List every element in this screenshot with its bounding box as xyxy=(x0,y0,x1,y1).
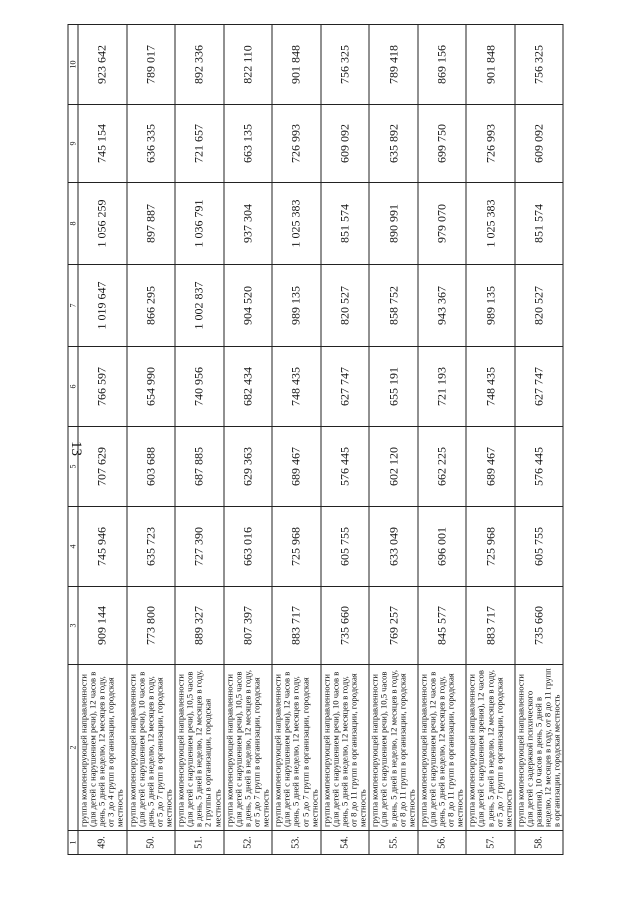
value-cell: 576 445 xyxy=(515,427,564,507)
value-cell: 635 723 xyxy=(127,507,176,587)
value-cell: 897 887 xyxy=(127,183,176,265)
table-row xyxy=(272,25,321,855)
table-row xyxy=(466,25,515,855)
value-cell: 687 885 xyxy=(175,427,224,507)
value-cell: 890 991 xyxy=(369,183,418,265)
value-cell: 789 017 xyxy=(127,25,176,105)
value-cell: 629 363 xyxy=(224,427,273,507)
table-body xyxy=(78,25,563,855)
value-cell: 725 968 xyxy=(272,507,321,587)
table-row xyxy=(321,25,370,855)
rotated-table-sheet xyxy=(68,25,573,855)
value-cell: 766 597 xyxy=(78,347,127,427)
column-header: 9 xyxy=(68,105,78,183)
row-description: группа компенсирующей направленности (для детей с нарушением речи), 10 часов в день, 5 дней в неделю, 12 месяцев в году, от 8 до 11 групп в организации, городская местность xyxy=(321,665,370,831)
value-cell: 869 156 xyxy=(418,25,467,105)
row-number: 53. xyxy=(272,831,321,855)
value-cell: 807 397 xyxy=(224,587,273,665)
value-cell: 923 642 xyxy=(78,25,127,105)
row-description: группа компенсирующей направленности (для детей с нарушением речи), 10,5 часов в день, 5 дней в неделю, 12 месяцев в году, от 5 до 7 групп в организации, городская местность xyxy=(224,665,273,831)
value-cell: 699 750 xyxy=(418,105,467,183)
value-cell: 901 848 xyxy=(466,25,515,105)
value-cell: 576 445 xyxy=(321,427,370,507)
value-cell: 609 092 xyxy=(321,105,370,183)
value-cell: 820 527 xyxy=(515,265,564,347)
value-cell: 845 577 xyxy=(418,587,467,665)
value-cell: 627 747 xyxy=(515,347,564,427)
value-cell: 883 717 xyxy=(466,587,515,665)
value-cell: 727 390 xyxy=(175,507,224,587)
table-row xyxy=(369,25,418,855)
value-cell: 1 025 383 xyxy=(466,183,515,265)
value-cell: 789 418 xyxy=(369,25,418,105)
column-header: 1 xyxy=(68,831,78,855)
value-cell: 883 717 xyxy=(272,587,321,665)
value-cell: 682 434 xyxy=(224,347,273,427)
column-header: 3 xyxy=(68,587,78,665)
table-row xyxy=(127,25,176,855)
row-description: группа компенсирующей направленности (для детей с задержкой психического развития), 10 часов в день, 5 дней в неделю, 12 месяцев в году, от 8 до 11 групп в организации, городская местность xyxy=(515,665,564,831)
column-header: 5 xyxy=(68,427,78,507)
value-cell: 745 154 xyxy=(78,105,127,183)
value-cell: 892 336 xyxy=(175,25,224,105)
column-header: 2 xyxy=(68,665,78,831)
value-cell: 726 993 xyxy=(466,105,515,183)
value-cell: 979 070 xyxy=(418,183,467,265)
value-cell: 989 135 xyxy=(466,265,515,347)
value-cell: 1 025 383 xyxy=(272,183,321,265)
value-cell: 707 629 xyxy=(78,427,127,507)
value-cell: 822 110 xyxy=(224,25,273,105)
value-cell: 909 144 xyxy=(78,587,127,665)
column-header: 7 xyxy=(68,265,78,347)
value-cell: 696 001 xyxy=(418,507,467,587)
value-cell: 633 049 xyxy=(369,507,418,587)
value-cell: 689 467 xyxy=(272,427,321,507)
value-cell: 740 956 xyxy=(175,347,224,427)
value-cell: 851 574 xyxy=(321,183,370,265)
column-header: 8 xyxy=(68,183,78,265)
value-cell: 904 520 xyxy=(224,265,273,347)
value-cell: 605 755 xyxy=(321,507,370,587)
column-header: 10 xyxy=(68,25,78,105)
value-cell: 721 193 xyxy=(418,347,467,427)
value-cell: 725 968 xyxy=(466,507,515,587)
page-number: 13 xyxy=(68,441,84,456)
value-cell: 726 993 xyxy=(272,105,321,183)
value-cell: 748 435 xyxy=(272,347,321,427)
value-cell: 773 800 xyxy=(127,587,176,665)
value-cell: 663 135 xyxy=(224,105,273,183)
row-number: 50. xyxy=(127,831,176,855)
value-cell: 756 325 xyxy=(515,25,564,105)
value-cell: 1 036 791 xyxy=(175,183,224,265)
row-description: группа компенсирующей направленности (для детей с нарушением речи), 10,5 часов в день, 5 дней в неделю, 12 месяцев в году, от 8 до 11 групп в организации, городская местность xyxy=(369,665,418,831)
row-number: 54. xyxy=(321,831,370,855)
column-header: 6 xyxy=(68,347,78,427)
value-cell: 858 752 xyxy=(369,265,418,347)
value-cell: 820 527 xyxy=(321,265,370,347)
table-row xyxy=(418,25,467,855)
row-number: 55. xyxy=(369,831,418,855)
value-cell: 943 367 xyxy=(418,265,467,347)
value-cell: 866 295 xyxy=(127,265,176,347)
header-row xyxy=(68,25,78,855)
row-description: группа компенсирующей направленности (для детей с нарушением речи), 10 часов в день, 5 дней в неделю, 12 месяцев в году, от 5 до 7 групп в организации, городская местность xyxy=(127,665,176,831)
row-number: 52. xyxy=(224,831,273,855)
row-number: 51. xyxy=(175,831,224,855)
value-cell: 1 002 837 xyxy=(175,265,224,347)
value-cell: 627 747 xyxy=(321,347,370,427)
value-cell: 636 335 xyxy=(127,105,176,183)
value-cell: 937 304 xyxy=(224,183,273,265)
column-header: 4 xyxy=(68,507,78,587)
value-cell: 735 660 xyxy=(515,587,564,665)
value-cell: 662 225 xyxy=(418,427,467,507)
table-row xyxy=(515,25,564,855)
row-number: 57. xyxy=(466,831,515,855)
value-cell: 654 990 xyxy=(127,347,176,427)
value-cell: 609 092 xyxy=(515,105,564,183)
row-number: 56. xyxy=(418,831,467,855)
row-description: группа компенсирующей направленности (для детей с нарушением речи), 12 часов в день, 5 дней в неделю, 12 месяцев в году, от 3 до 4 групп в организации, городская местность xyxy=(78,665,127,831)
value-cell: 655 191 xyxy=(369,347,418,427)
table-row xyxy=(78,25,127,855)
value-cell: 635 892 xyxy=(369,105,418,183)
value-cell: 1 019 647 xyxy=(78,265,127,347)
row-description: группа компенсирующей направленности (для детей с нарушением речи), 10,5 часов в день, 5 дней в неделю, 12 месяцев в году, 2 группы в организации, городская местность xyxy=(175,665,224,831)
value-cell: 689 467 xyxy=(466,427,515,507)
value-cell: 901 848 xyxy=(272,25,321,105)
row-description: группа компенсирующей направленности (для детей с нарушением речи), 12 часов в день, 5 дней в неделю, 12 месяцев в году, от 8 до 11 групп в организации, городская местность xyxy=(418,665,467,831)
row-description: группа компенсирующей направленности (для детей с нарушением зрения), 12 часов в день, 5 дней в неделю, 12 месяцев в году, от 5 до 7 групп в организации, городская местность xyxy=(466,665,515,831)
value-cell: 603 688 xyxy=(127,427,176,507)
value-cell: 1 056 259 xyxy=(78,183,127,265)
value-cell: 735 660 xyxy=(321,587,370,665)
value-cell: 602 120 xyxy=(369,427,418,507)
value-cell: 756 325 xyxy=(321,25,370,105)
value-cell: 605 755 xyxy=(515,507,564,587)
value-cell: 748 435 xyxy=(466,347,515,427)
table-row xyxy=(224,25,273,855)
value-cell: 721 657 xyxy=(175,105,224,183)
value-cell: 769 257 xyxy=(369,587,418,665)
row-description: группа компенсирующей направленности (для детей с нарушением речи), 12 часов в день, 5 дней в неделю, 12 месяцев в году, от 5 до 7 групп в организации, городская местность xyxy=(272,665,321,831)
data-table xyxy=(68,24,564,855)
row-number: 58. xyxy=(515,831,564,855)
row-number: 49. xyxy=(78,831,127,855)
value-cell: 663 016 xyxy=(224,507,273,587)
value-cell: 851 574 xyxy=(515,183,564,265)
value-cell: 889 327 xyxy=(175,587,224,665)
value-cell: 989 135 xyxy=(272,265,321,347)
value-cell: 745 946 xyxy=(78,507,127,587)
table-row xyxy=(175,25,224,855)
